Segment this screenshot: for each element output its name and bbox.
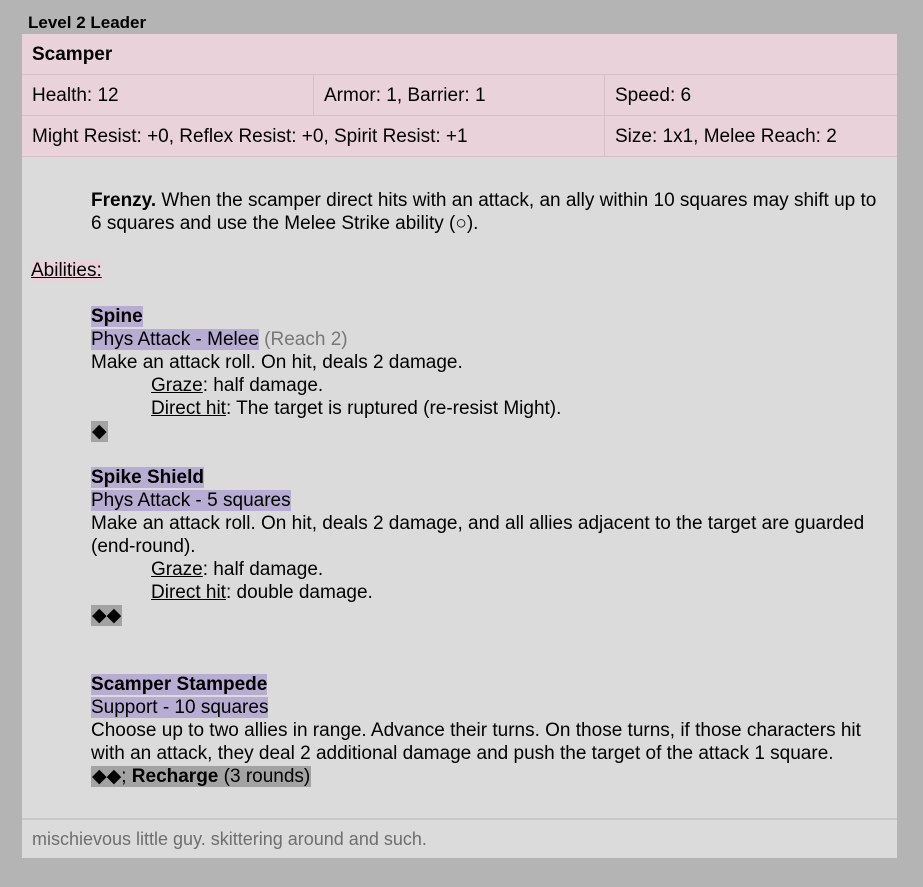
stat-body [22, 157, 897, 819]
armor-stat: Armor: 1, Barrier: 1 [313, 75, 604, 115]
resist-stat: Might Resist: +0, Reflex Resist: +0, Spirit Resist: +1 [32, 126, 468, 147]
ability-name: Spike Shield [91, 467, 204, 488]
ability-spine [91, 305, 891, 443]
ability-name: Spine [91, 306, 143, 327]
graze-label: Graze [151, 559, 203, 580]
trait-text: When the scamper direct hits with an attack, an ally within 10 squares may shift up to 6 squares and use the Melee Strike ability (○). [91, 190, 877, 234]
hit-text: : The target is ruptured (re-resist Might). [225, 398, 562, 419]
graze-line [91, 558, 891, 581]
ability-text: Make an attack roll. On hit, deals 2 damage. [91, 352, 463, 373]
ability-text: Make an attack roll. On hit, deals 2 damage, and all allies adjacent to the target are guarded (end-round). [91, 513, 865, 557]
ability-scamper-stampede [91, 673, 891, 788]
ability-type: Phys Attack - 5 squares [91, 490, 291, 511]
recharge-text: (3 rounds) [218, 766, 311, 787]
size-stat: Size: 1x1, Melee Reach: 2 [604, 116, 897, 156]
abilities-heading: Abilities: [31, 260, 102, 281]
health-stat: Health: 12 [32, 85, 119, 106]
hit-label: Direct hit [151, 582, 226, 603]
hit-line [91, 397, 891, 420]
hit-text: : double damage. [225, 582, 373, 603]
graze-text: : half damage. [202, 375, 324, 396]
action-cost: ◆◆ [92, 605, 122, 626]
trait-name: Frenzy. [91, 190, 157, 211]
trait-frenzy [91, 189, 881, 235]
action-cost [91, 766, 311, 787]
graze-line [91, 374, 891, 397]
ability-note: (Reach 2) [258, 329, 348, 350]
cost-symbols: ◆◆; [92, 766, 132, 787]
level-label: Level 2 Leader [28, 13, 147, 32]
hit-line [91, 581, 891, 604]
ability-text: Choose up to two allies in range. Advance their turns. On those turns, if those characters hit with an attack, they deal 2 additional damage and push the target of the attack 1 square. [91, 720, 861, 764]
hit-label: Direct hit [151, 398, 226, 419]
stat-header [22, 34, 897, 157]
stat-row-2 [22, 116, 897, 157]
graze-label: Graze [151, 375, 203, 396]
ability-type: Phys Attack - Melee [91, 329, 259, 350]
stat-row-1 [22, 75, 897, 116]
ability-name: Scamper Stampede [91, 674, 268, 695]
recharge-label: Recharge [131, 766, 219, 787]
speed-stat: Speed: 6 [604, 75, 897, 115]
flavor-text: mischievous little guy. skittering around and such. [22, 818, 897, 858]
ability-type: Support - 10 squares [91, 697, 269, 718]
graze-text: : half damage. [202, 559, 324, 580]
action-cost: ◆ [92, 421, 107, 442]
ability-spike-shield [91, 466, 891, 627]
monster-name: Scamper [22, 34, 897, 75]
stat-block [22, 34, 897, 819]
